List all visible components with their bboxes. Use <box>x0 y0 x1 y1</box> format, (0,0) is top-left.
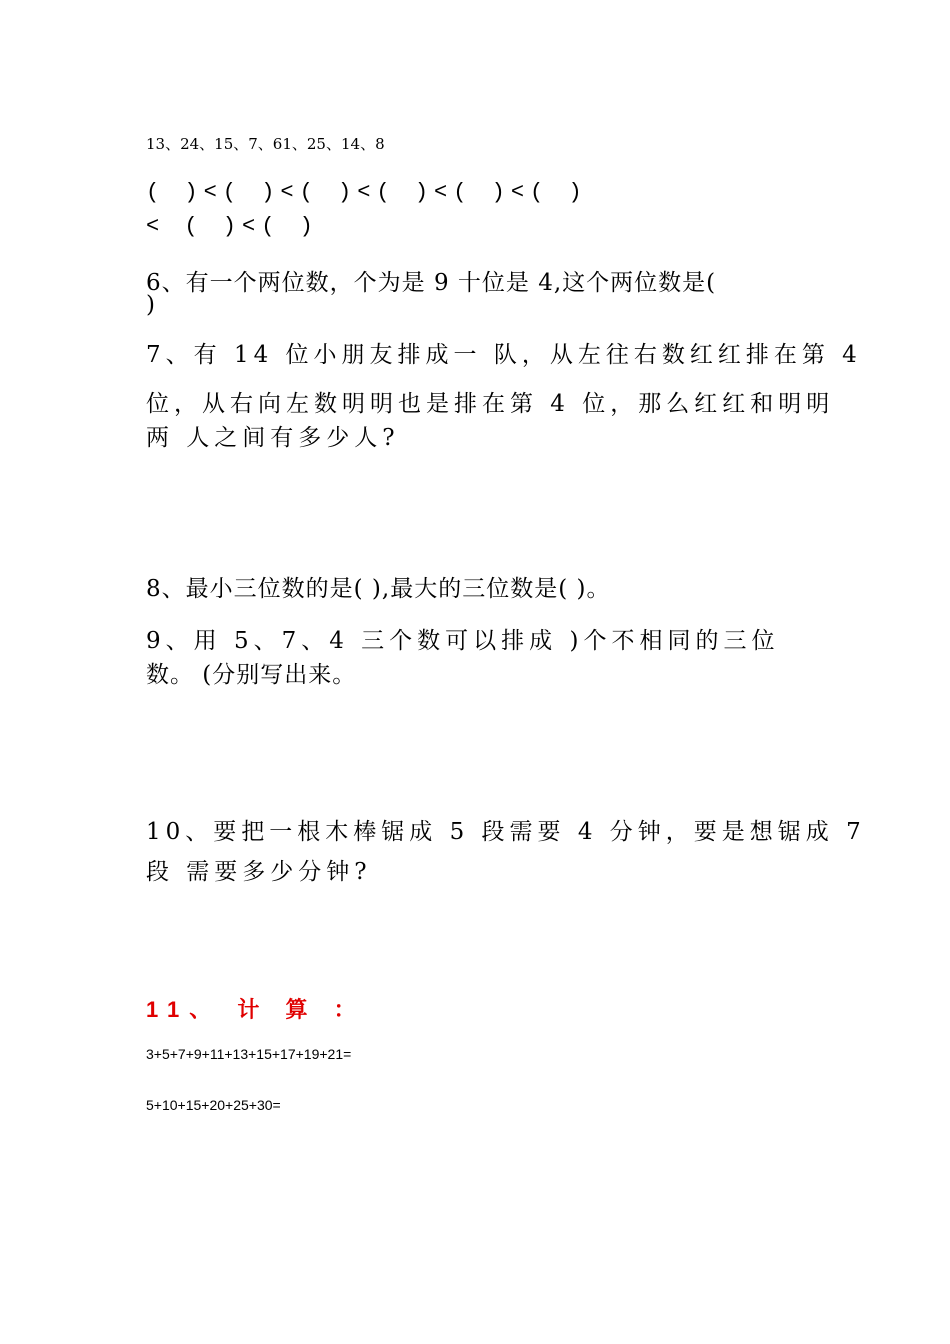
question-11-title: 11、 计 算 ： <box>146 997 366 1022</box>
question-8: 8、最小三位数的是( ),最大的三位数是( )。 <box>146 576 611 602</box>
number-list: 13、24、15、7、61、25、14、8 <box>146 135 385 153</box>
question-9-line-2: 数。 (分别写出来。 <box>146 662 357 688</box>
question-7-line-1: 7、有 14 位小朋友排成一 队，从左往右数红红排在第 4 <box>146 342 862 368</box>
calculation-1: 3+5+7+9+11+13+15+17+19+21= <box>146 1046 352 1062</box>
question-10-line-2: 段 需要多少分钟? <box>146 859 372 885</box>
calculation-2: 5+10+15+20+25+30= <box>146 1097 281 1113</box>
question-6-line-2: ) <box>146 292 156 318</box>
ordering-blanks-row-1: ( )<( )<( )<( )<( )<( ) <box>146 180 588 205</box>
question-9-line-1: 9、用 5、7、4 三个数可以排成 )个不相同的三位 <box>146 628 780 654</box>
question-7-line-3: 两 人之间有多少人? <box>146 425 400 451</box>
ordering-blanks-row-2: < ( )<( ) <box>146 214 319 239</box>
question-10-line-1: 10、要把一根木棒锯成 5 段需要 4 分钟，要是想锯成 7 <box>146 819 866 845</box>
question-6-line-1: 6、有一个两位数，个为是 9 十位是 4,这个两位数是( <box>146 270 717 296</box>
question-7-line-2: 位，从右向左数明明也是排在第 4 位，那么红红和明明 <box>146 391 835 417</box>
